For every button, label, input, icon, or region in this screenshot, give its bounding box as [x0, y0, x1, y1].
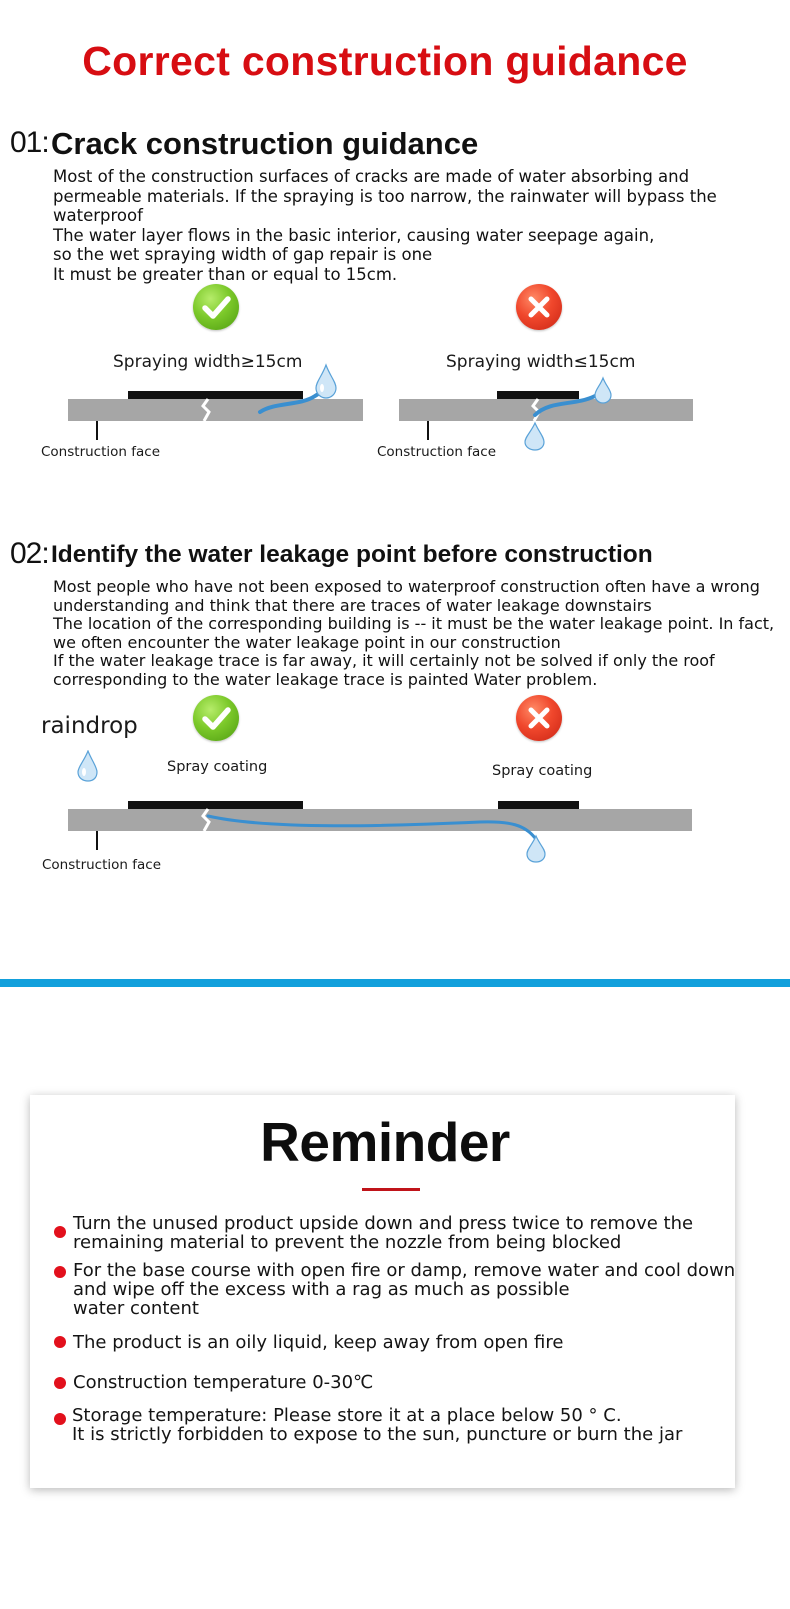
correct-spray-diagram: [60, 360, 370, 445]
spray-coating-layer-left: [128, 801, 303, 809]
construction-face-label: Construction face: [42, 857, 162, 873]
reminder-item: [73, 1261, 735, 1318]
construction-slab: [68, 399, 363, 421]
bullet-icon: [54, 1413, 66, 1425]
spray-coating-label-right: Spray coating: [492, 763, 593, 779]
reminder-item: [73, 1333, 563, 1352]
correct-width-label: Spraying width≥15cm: [113, 352, 303, 372]
raindrop-label: raindrop: [41, 713, 138, 739]
leak-drop-icon: [527, 836, 545, 862]
construction-face-label: Construction face: [41, 444, 161, 460]
section1-line: It must be greater than or equal to 15cm.: [53, 264, 398, 284]
reminder-line: and wipe off the excess with a rag as much as possible: [73, 1279, 570, 1300]
section2-line: understanding and think that there are traces of water leakage downstairs: [53, 595, 652, 615]
reminder-line: It is strictly forbidden to expose to the sun, puncture or burn the jar: [72, 1424, 683, 1445]
spray-coating-layer: [128, 391, 303, 399]
reminder-line: Turn the unused product upside down and press twice to remove the: [73, 1213, 694, 1234]
section2-line: corresponding to the water leakage trace is painted Water problem.: [53, 669, 598, 689]
reminder-item: [73, 1214, 693, 1252]
water-drop-icon: [316, 365, 336, 398]
reminder-line: For the base course with open fire or damp, remove water and cool down: [73, 1260, 736, 1281]
correct-check-icon: [193, 695, 239, 741]
section1-line: so the wet spraying width of gap repair is one: [53, 245, 433, 264]
spray-coating-layer-right: [498, 801, 579, 809]
page-title: Correct construction guidance: [82, 38, 688, 84]
section2-line: we often encounter the water leakage point in our construction: [53, 632, 561, 652]
construction-slab: [68, 809, 692, 831]
leakage-diagram: [60, 750, 700, 870]
section1-line: The water layer flows in the basic interior, causing water seepage again,: [53, 225, 655, 245]
bullet-icon: [54, 1226, 66, 1238]
wrong-cross-icon: [516, 695, 562, 741]
water-drop-icon: [595, 378, 611, 403]
correct-check-icon: [193, 284, 239, 330]
section1-paragraph: [53, 167, 717, 284]
spray-coating-layer: [497, 391, 579, 399]
wrong-width-label: Spraying width≤15cm: [446, 352, 636, 372]
section2-line: Most people who have not been exposed to waterproof construction often have a wrong: [53, 577, 760, 596]
bullet-icon: [54, 1266, 66, 1278]
wrong-cross-icon: [516, 284, 562, 330]
reminder-title: Reminder: [260, 1111, 510, 1173]
section1-line: Most of the construction surfaces of cracks are made of water absorbing and: [53, 167, 690, 186]
section1-title: Crack construction guidance: [51, 126, 479, 161]
spray-coating-label-left: Spray coating: [167, 759, 268, 775]
section2-paragraph: [53, 578, 774, 689]
reminder-item: [73, 1373, 373, 1392]
section-divider: [0, 979, 790, 987]
raindrop-icon: [78, 751, 97, 781]
section2-title: Identify the water leakage point before construction: [51, 541, 653, 568]
section2-line: The location of the corresponding building is -- it must be the water leakage point. In fact,: [53, 614, 775, 633]
section2-number: 02:: [10, 537, 49, 570]
section2-line: If the water leakage trace is far away, it will certainly not be solved if only the roof: [53, 651, 715, 670]
reminder-line: Construction temperature 0-30℃: [73, 1372, 374, 1393]
reminder-line: The product is an oily liquid, keep away from open fire: [73, 1332, 564, 1353]
construction-face-label: Construction face: [377, 444, 497, 460]
bullet-icon: [54, 1336, 66, 1348]
wrong-spray-diagram: [390, 360, 700, 455]
section1-line: waterproof: [53, 206, 143, 225]
reminder-underline: [362, 1188, 420, 1191]
reminder-line: water content: [73, 1298, 199, 1319]
reminder-item: [72, 1406, 682, 1444]
reminder-line: Storage temperature: Please store it at a place below 50 ° C.: [72, 1405, 622, 1426]
section1-line: permeable materials. If the spraying is too narrow, the rainwater will bypass the: [53, 186, 717, 206]
section1-number: 01:: [10, 126, 49, 159]
bullet-icon: [54, 1377, 66, 1389]
reminder-line: remaining material to prevent the nozzle from being blocked: [73, 1232, 622, 1253]
leak-drop-icon: [525, 423, 544, 450]
